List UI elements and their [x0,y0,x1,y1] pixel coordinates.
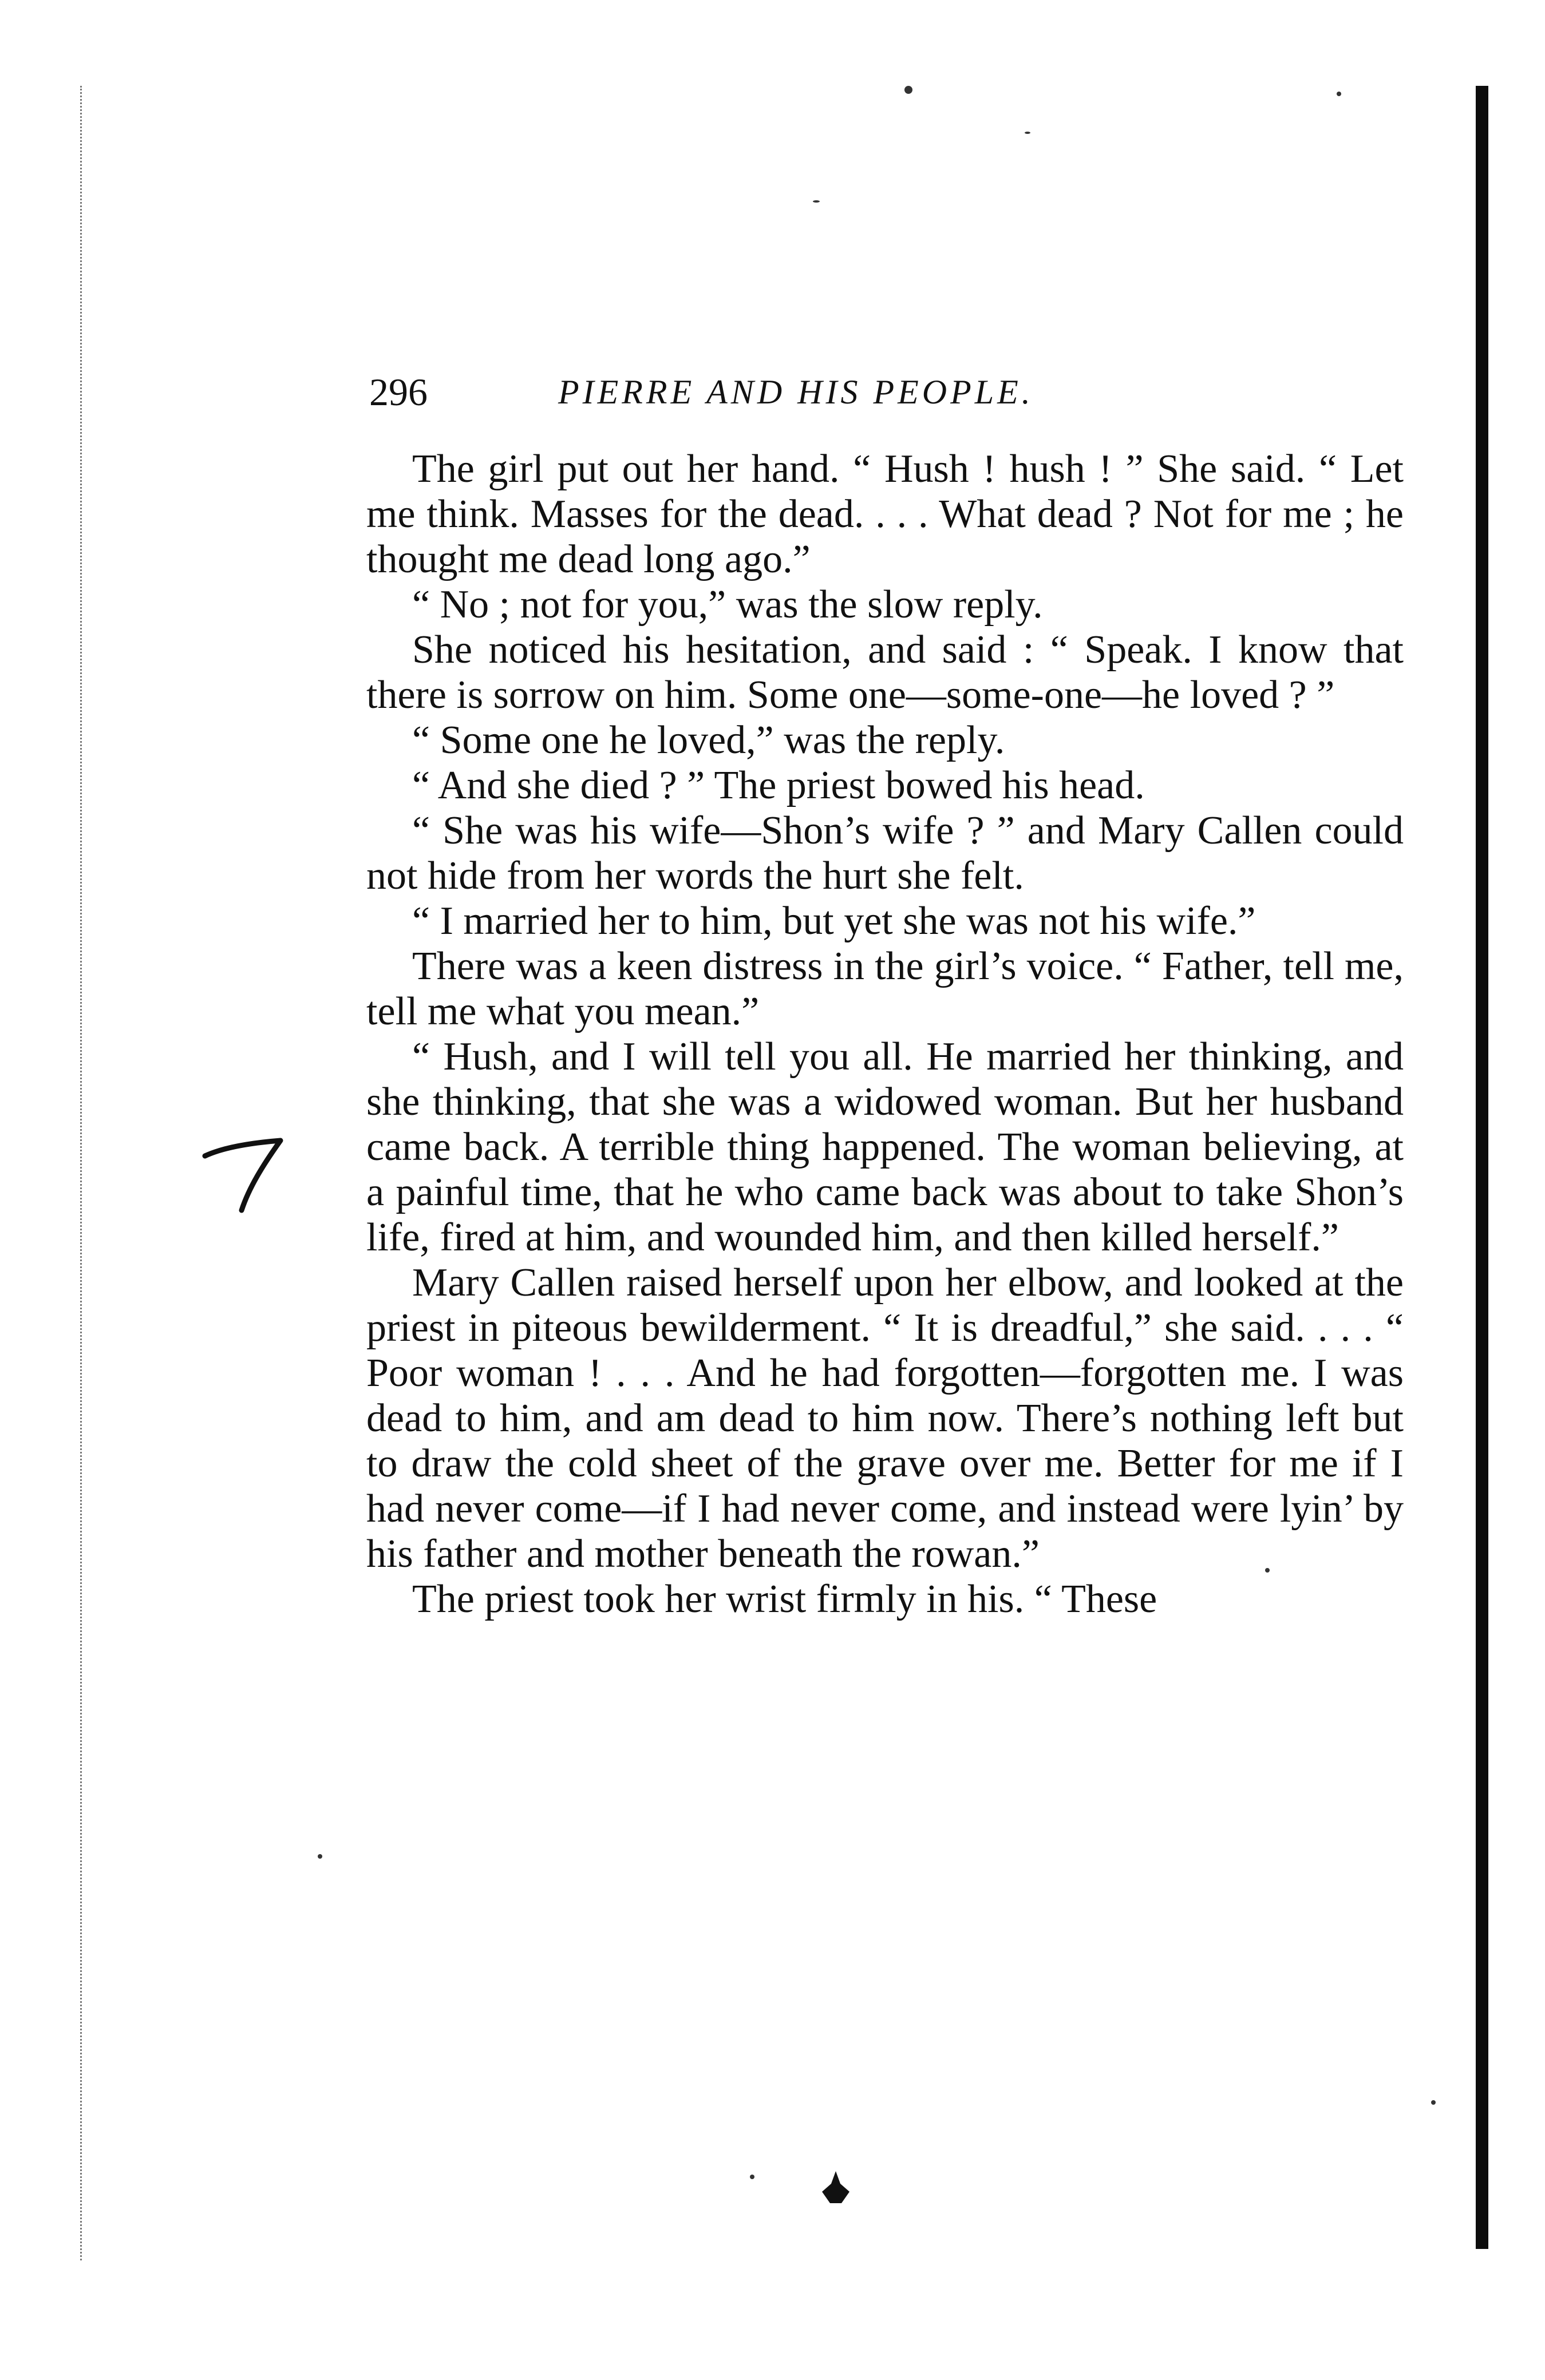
body-text [366,446,1404,1622]
scan-edge-right [1476,86,1488,2249]
paragraph: “ And she died ? ” The priest bowed his head. [412,763,1145,807]
scan-speck [318,1854,322,1859]
page-header [369,366,1400,418]
scan-speck [1431,2100,1436,2105]
scan-edge-left [80,86,86,2260]
paragraph: The priest took her wrist firmly in his. “ These [412,1577,1157,1621]
scan-speck [904,86,912,94]
paragraph: “ No ; not for you,” was the slow reply. [412,583,1043,627]
scan-speck [1025,132,1030,134]
page-number: 296 [369,370,428,414]
paragraph: “ She was his wife—Shon’s wife ? ” and Mary Callen could not hide from her words the hurt she felt. [366,809,1404,898]
paragraph: There was a keen distress in the girl’s voice. “ Father, tell me, tell me what you mean.” [366,944,1404,1033]
scan-speck [1337,92,1341,96]
paragraph: “ Some one he loved,” was the reply. [412,718,1005,762]
scan-speck [813,200,820,203]
paragraph: She noticed his hesitation, and said : “ Speak. I know that there is sorrow on him. Some one—some-one—he loved ? ” [366,628,1404,717]
paragraph: The girl put out her hand. “ Hush ! hush ! ” She said. “ Let me think. Masses for the dead. . . . What dead ? Not for me ; he thought me dead long ago.” [366,447,1404,581]
handwritten-seven-mark-icon [200,1130,292,1216]
printer-ornament-icon [819,2169,853,2209]
scan-speck [750,2175,754,2179]
scan-speck [1265,1568,1270,1573]
running-title: PIERRE AND HIS PEOPLE. [558,373,1034,411]
paragraph: “ Hush, and I will tell you all. He married her thinking, and she thinking, that she was a widowed woman. But her husband came back. A terrible thing happened. The woman believing, at a painful time, that he who came back was about to take Shon’s life, fired at him, and wounded him, and then killed herself.” [366,1035,1404,1260]
paragraph: Mary Callen raised herself upon her elbow, and looked at the priest in piteous bewilderment. “ It is dreadful,” she said. . . . “ Poor woman ! . . . And he had forgotten—forgotten me. I was dead to him, and am dead to him now. There’s nothing left but to draw the cold sheet of the grave over me. Better for me if I had never come—if I had never come, and instead were lyin’ by his father and mother beneath the rowan.” [366,1261,1404,1576]
paragraph: “ I married her to him, but yet she was not his wife.” [412,899,1256,943]
